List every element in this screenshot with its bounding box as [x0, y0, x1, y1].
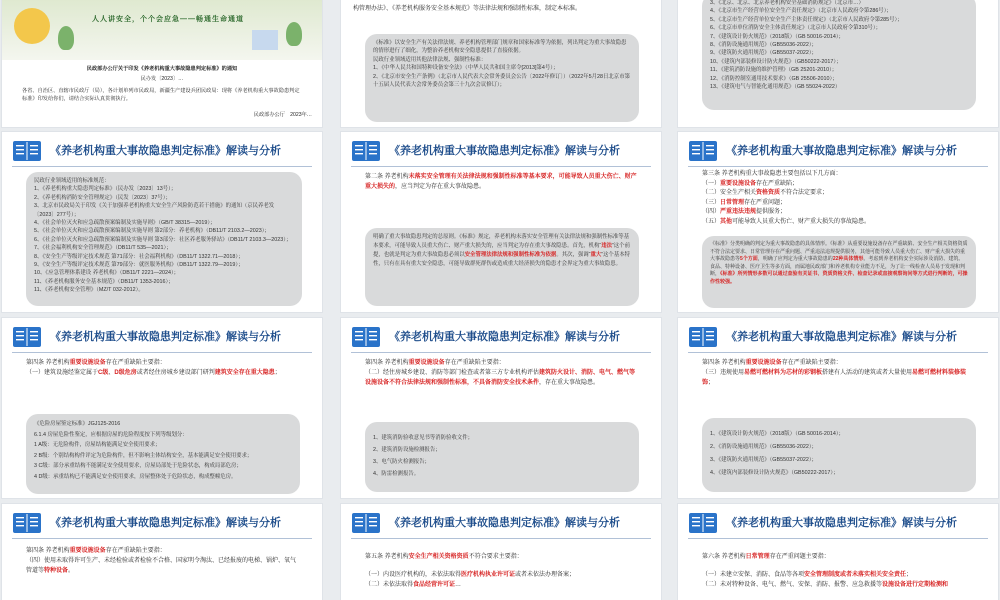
tree-icon: [286, 22, 302, 46]
standard-item: 7、《建筑设计防火规范》（2018版）（GB 50016-2014）；: [710, 33, 844, 40]
standard-item: 12、《消防控制室通用技术要求》（GB 25506-2010）；: [710, 75, 838, 82]
slide-title: 《养老机构重大事故隐患判定标准》解读与分析: [389, 144, 620, 157]
slide-industry-standards[interactable]: [2, 132, 322, 312]
slide-header: [12, 510, 312, 536]
intro-text: 构管理办法》、《养老机构服务安全基本规范》等法律法规和强制性标准，制定本标准。: [353, 6, 582, 12]
book-icon: [688, 512, 718, 534]
explanation-box: 《标准》分类明确的判定为重大事故隐患的具体情形。《标准》从重要设施设备存在严重缺陷、安全生产相关资格资质不符合法定要求、日常管理存在严重问题、严重违法违规提供服务，其他可能导致人员重大伤亡、财产重大损失的重大事故隐患等5个方面，明确了应判定为重大事故隐患的22种具体情形。考虑到养老机构安全实际涉及消防、建筑、食品、特种设备、医疗卫生等多方面，而属地民政部门和养老机构专业能力不足，为了让一线检查人员易于发现和判断，《标准》所列情形多数可以通过查验有关证书、资质资格文件、检查记录或直接观察询问等方式进行判断的，可操作性较强。: [702, 236, 976, 308]
box-text: ”这个基本特性，只有在具有重大安全隐患，可能导致群死群伤或造成重大经济损失的隐患才会界定为重大事故隐患。: [373, 252, 630, 267]
slide-article-3[interactable]: [678, 132, 998, 312]
slide-title: 《养老机构重大事故隐患判定标准》解读与分析: [389, 516, 620, 529]
book-icon: [351, 140, 381, 162]
cover-slide[interactable]: [2, 0, 322, 127]
slide-header: [351, 138, 651, 164]
article-text: 第四条 养老机构重要设施设备存在严重缺陷主要指： （一）建筑设施经鉴定属于C级、D级危房或者经住房城乡建设部门研判建筑安全存在重大隐患；: [26, 360, 281, 376]
book-icon: [12, 140, 42, 162]
divider: [688, 352, 988, 353]
slide-article-4-2[interactable]: [341, 318, 661, 498]
box-highlight: 安全管理法律法规和强制性标准为依据: [464, 252, 557, 258]
standards-box: 1、《建筑设计防火规范》（2018版）（GB 50016-2014）； 2、《消防设施通用规范》（GB55036-2022）； 3、《建筑防火通用规范》（GB55037-2022）； 4、《建筑内部装修设计防火规范》（GB50222-2017）；: [702, 418, 976, 492]
cover-paragraph: 各省、自治区、直辖市民政厅（局），各计划单列市民政局，新疆生产建设兵团民政局：现将《养老机构重大事故隐患判定标准》印发给你们，请结合实际认真贯彻执行。: [22, 88, 300, 102]
divider: [12, 166, 312, 167]
box-text: 。其次，强调“: [556, 252, 591, 258]
article-text: 第四条 养老机构重要设施设备存在严重缺陷主要指： （二）经住房城乡建设、消防等部门检查或者第三方专业机构评估建筑防火设计、消防、电气、燃气等设施设备不符合法律法规和强制性标准，不具备消防安全技术条件，存在重大事故隐患。: [365, 360, 636, 386]
article-text: 第四条 养老机构重要设施设备存在严重缺陷主要指： （四）使用未取得许可生产、未经检验或者检验不合格、国家明令淘汰、已经报废的电梯、锅炉、氧气管道等特种设备。: [26, 548, 297, 574]
divider: [688, 538, 988, 539]
slide-article-4-4[interactable]: [2, 504, 322, 600]
article-highlight: 未落实安全管理有关法律法规和强制性标准等基本要求，可能导致人员重大伤亡、财产重大损失的: [365, 174, 637, 190]
standard-item: 1、《养老机构重大隐患判定标准》（民办发〔2023〕13号）；: [34, 186, 177, 193]
book-icon: [12, 512, 42, 534]
explanation-box: [365, 228, 639, 306]
book-icon: [12, 326, 42, 348]
cover-banner: 人人讲安全，个个会应急——畅通生命通道: [92, 16, 244, 23]
box-line: 2、《北京市安全生产条例》（北京市人民代表大会常务委员会公告〔2022年修订〕）（2022年5月28日北京市第十五届人民代表大会常务委员会第三十九次会议修订）；: [373, 73, 630, 89]
standard-item: 4、《北京市生产经营单位安全生产责任规定》（北京市人民政府令第286号）；: [710, 8, 892, 15]
article-item: （四）严重违法违规提供服务；: [702, 209, 787, 215]
book-icon: [351, 512, 381, 534]
divider: [12, 352, 312, 353]
divider: [688, 166, 988, 167]
article-text: 第五条 养老机构安全生产相关资格资质不符合要求主要指： （一）内设医疗机构的，未依法取得医疗机构执业许可证或者未依法办理备案； （二）未依法取得食品经营许可证…: [365, 554, 576, 588]
house-icon: [252, 30, 278, 50]
article-prefix: 第二条 养老机构: [365, 174, 409, 180]
divider: [12, 538, 312, 539]
standard-item: 7、《社会福利机构安全管理规范》（DB11/T 535—2021）；: [34, 245, 172, 252]
standard-item: 8、《安全生产等级评定技术规范 第71部分：社会福利机构》（DB11/T 1322.71—2018）；: [34, 253, 244, 260]
slide-title: 《养老机构重大事故隐患判定标准》解读与分析: [50, 144, 281, 157]
article-heading: 第三条 养老机构重大事故隐患主要包括以下几方面：: [702, 171, 842, 177]
standard-excerpt-box: 《危险房屋鉴定标准》JGJ125-2016 6.1.4 房屋危险性鉴定，应根据房屋的危险程度按下列等级划分： 1 A级：无危险构件，房屋结构能满足安全使用要求； 2 B级：个别结构构件评定为危险构件，但不影响主体结构安全，基本能满足安全使用要求； 3 C级：部分承重结构不能满足安全使用要求，房屋局部处于危险状态，构成局部危房； 4 D级：承重结构已不能满足安全使用要求，房屋整体处于危险状态，构成整幢危房。: [26, 414, 300, 494]
slide-header: [688, 510, 988, 536]
slide-title: 《养老机构重大事故隐患判定标准》解读与分析: [726, 330, 957, 343]
slide-header: [351, 510, 651, 536]
article-text: 第四条 养老机构重要设施设备存在严重缺陷主要指： （三）违规使用易燃可燃材料为芯材的彩钢板搭建有人活动的建筑或者大量使用易燃可燃材料装修装饰；: [702, 360, 967, 386]
article-item: （五）其他可能导致人员重大伤亡、财产重大损失的事故隐患。: [702, 218, 871, 225]
slide-header: [688, 324, 988, 350]
slide-header: [688, 138, 988, 164]
slide-article-5[interactable]: [341, 504, 661, 600]
article-text: [702, 170, 974, 227]
slide-title: 《养老机构重大事故隐患判定标准》解读与分析: [726, 144, 957, 157]
standard-item: 2、《养老机构消防安全管理规定》（民发〔2023〕37号）；: [34, 194, 171, 201]
standard-item: 11、《建筑消防设施的维护管理》（GB 25201-2010）；: [710, 67, 838, 74]
box-line: 1、《中华人民共和国特种设备安全法》（中华人民共和国主席令[2013]第4号）；: [373, 65, 559, 72]
standard-item: 11、《养老机构安全管理》（MZ/T 032-2012）。: [34, 287, 144, 294]
box-text: 明确了重大事故隐患判定的总原则。《标准》规定，养老机构未落实安全管理有关法律法规和强制性标准等基本要求，可能导致人员重大伤亡、财产重大损失的，应当判定为存在重大事故隐患。首先，机构“: [373, 234, 630, 249]
standard-item: 民政行业领域适用的标准规范：: [34, 178, 110, 184]
article-text: 第六条 养老机构日常管理存在严重问题主要指： （一）未建立安保、消防、食品等各项安全管理制度或者未落实相关安全责任； （二）未对特种设备、电气、燃气、安保、消防、报警、应急救援等设施设备进行定期检测和: [702, 554, 949, 588]
slide-article-4-3[interactable]: [678, 318, 998, 498]
sun-icon: [14, 8, 50, 44]
standard-item: 9、《建筑防火通用规范》（GB55037-2022）；: [710, 50, 817, 57]
slide-article-4-1[interactable]: [2, 318, 322, 498]
cover-doc-number: 民办发〔2023〕…: [140, 76, 184, 82]
standard-item: 10、《建筑内部装修设计防火规范》（GB50222-2017）；: [710, 58, 842, 65]
box-line: 《标准》以安全生产有关法律法规、养老机构管理部门规章和国家标准等为依据，列出判定为重大事故隐患的情形进行了细化，为整治养老机构安全隐患提供了直接依据。: [373, 40, 627, 55]
slide-header: [351, 324, 651, 350]
slide-title: 《养老机构重大事故隐患判定标准》解读与分析: [726, 516, 957, 529]
standard-item: 13、《建筑电气与智能化通用规范》（GB 55024-2022）: [710, 84, 841, 91]
required-documents-box: 1、建筑消防验收意见书等消防验收文件； 2、建筑消防设施检测报告； 3、电气防火检测报告； 4、防雷检测报告。: [365, 422, 639, 492]
standards-box: [26, 172, 302, 306]
standard-item: 3、《北京、北京、北京养老机构安全基础消防规定》（北京市…）: [710, 0, 864, 6]
slide-title: 《养老机构重大事故隐患判定标准》解读与分析: [50, 330, 281, 343]
standard-item: 4、《社会单位灭火和应急疏散预案编制及实施导则》（GB/T 38315—2019）；: [34, 220, 216, 227]
cover-illustration: [2, 0, 322, 60]
book-icon: [351, 326, 381, 348]
slide-title: 《养老机构重大事故隐患判定标准》解读与分析: [389, 330, 620, 343]
box-highlight: 违法: [601, 243, 612, 249]
standard-item: 6、《社会单位灭火和应急疏散预案编制及实施导则 第3部分：社区养老服务驿站》（DB11/T 2103.3—2023）；: [34, 236, 292, 243]
cover-footer: 民政部办公厅 2023年…: [253, 112, 312, 118]
box-line: 民政行业领域适用其他法律法规、强制性标准：: [373, 56, 487, 63]
article-item: （三）日常管理存在严重问题；: [702, 199, 787, 206]
divider: [351, 538, 651, 539]
article-item: （二）安全生产相关资格资质不符合法定要求；: [702, 190, 829, 196]
divider: [351, 166, 651, 167]
slide-article-6[interactable]: [678, 504, 998, 600]
standard-item: 10、《应急管理体系建设 养老机构》（DB11/T 2221—2024）；: [34, 270, 180, 277]
standard-item: 6、《北京市单位消防安全主体责任规定》（北京市人民政府令第310号）；: [710, 25, 882, 32]
standard-item: 8、《消防设施通用规范》（GB55036-2022）；: [710, 42, 817, 49]
book-icon: [688, 140, 718, 162]
box-highlight: 重大: [590, 252, 602, 258]
slide-applicable-laws[interactable]: [341, 0, 661, 127]
standard-item: 11、《养老机构服务安全基本规范》（DB11/T 1353-2016）；: [34, 278, 174, 285]
slide-title: 《养老机构重大事故隐患判定标准》解读与分析: [50, 516, 281, 529]
standard-item: 5、《社会单位灭火和应急疏散预案编制及实施导则 第2部分：养老机构》（DB11/T 2103.2—2023）；: [34, 228, 270, 235]
standard-item: 9、《安全生产等级评定技术规范 第79部分：就医服务机构》（DB11/T 1322.79—2019）；: [34, 262, 244, 269]
slide-standards-list[interactable]: [678, 0, 998, 127]
article-text: [365, 172, 637, 192]
box-text: ”这个前提，也就是判定为重大事故隐患必须以: [373, 243, 630, 258]
cover-doc-title: 民政部办公厅关于印发《养老机构重大事故隐患判定标准》的通知: [86, 66, 238, 72]
tree-icon: [58, 26, 74, 50]
divider: [351, 352, 651, 353]
explanation-box: [365, 34, 639, 122]
slide-header: [12, 324, 312, 350]
article-suffix: ，应当判定为存在重大事故隐患。: [395, 184, 486, 190]
slide-article-2[interactable]: [341, 132, 661, 312]
book-icon: [688, 326, 718, 348]
standard-item: 3、北京市民政局关于印发《关于加强养老机构重大安全生产风险防范若干措施》的通知（京民养老发〔2023〕277号）；: [34, 203, 275, 218]
standards-box: [702, 0, 976, 110]
article-item: （一）重要设施设备存在严重缺陷；: [702, 180, 799, 187]
standard-item: 5、《北京市生产经营单位安全生产主体责任规定》（北京市人民政府令第285号）；: [710, 16, 903, 23]
slide-header: [12, 138, 312, 164]
